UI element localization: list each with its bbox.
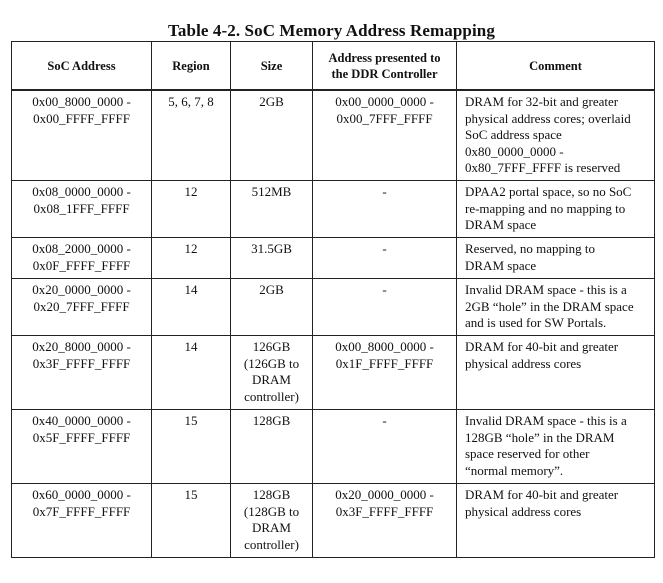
cell-region: 5, 6, 7, 8: [152, 90, 231, 181]
cell-ddr-address: 0x00_0000_0000 - 0x00_7FFF_FFFF: [313, 90, 457, 181]
column-header-ddr-address: Address presented to the DDR Controller: [313, 42, 457, 91]
cell-size: 128GB (128GB to DRAM controller): [231, 484, 313, 558]
cell-region: 14: [152, 279, 231, 336]
column-header-size: Size: [231, 42, 313, 91]
cell-comment: Invalid DRAM space - this is a 2GB “hole” in the DRAM space and is used for SW Portals.: [457, 279, 655, 336]
cell-ddr-address: -: [313, 181, 457, 238]
cell-region: 15: [152, 410, 231, 484]
cell-comment: DRAM for 40-bit and greater physical address cores: [457, 484, 655, 558]
cell-ddr-address: 0x20_0000_0000 - 0x3F_FFFF_FFFF: [313, 484, 457, 558]
cell-size: 2GB: [231, 90, 313, 181]
table-row: [12, 484, 655, 558]
cell-size: 128GB: [231, 410, 313, 484]
memory-remap-table: [11, 41, 655, 558]
cell-size: 2GB: [231, 279, 313, 336]
table-caption: Table 4-2. SoC Memory Address Remapping: [168, 21, 495, 41]
cell-soc-address: 0x08_2000_0000 - 0x0F_FFFF_FFFF: [12, 238, 152, 279]
cell-soc-address: 0x08_0000_0000 - 0x08_1FFF_FFFF: [12, 181, 152, 238]
cell-soc-address: 0x20_0000_0000 - 0x20_7FFF_FFFF: [12, 279, 152, 336]
cell-soc-address: 0x00_8000_0000 - 0x00_FFFF_FFFF: [12, 90, 152, 181]
cell-region: 12: [152, 181, 231, 238]
cell-size: 512MB: [231, 181, 313, 238]
table-header-row: [12, 42, 655, 91]
cell-ddr-address: -: [313, 279, 457, 336]
cell-comment: Invalid DRAM space - this is a 128GB “hole” in the DRAM space reserved for other “normal memory”.: [457, 410, 655, 484]
cell-region: 12: [152, 238, 231, 279]
table-row: [12, 90, 655, 181]
cell-comment: DRAM for 40-bit and greater physical address cores: [457, 336, 655, 410]
table-row: [12, 336, 655, 410]
cell-comment: DPAA2 portal space, so no SoC re-mapping and no mapping to DRAM space: [457, 181, 655, 238]
cell-size: 31.5GB: [231, 238, 313, 279]
column-header-soc-address: SoC Address: [12, 42, 152, 91]
cell-size: 126GB (126GB to DRAM controller): [231, 336, 313, 410]
cell-region: 15: [152, 484, 231, 558]
table-row: [12, 410, 655, 484]
cell-ddr-address: -: [313, 238, 457, 279]
column-header-comment: Comment: [457, 42, 655, 91]
table-row: [12, 279, 655, 336]
table-row: [12, 181, 655, 238]
cell-soc-address: 0x60_0000_0000 - 0x7F_FFFF_FFFF: [12, 484, 152, 558]
table-row: [12, 238, 655, 279]
cell-region: 14: [152, 336, 231, 410]
column-header-region: Region: [152, 42, 231, 91]
cell-comment: DRAM for 32-bit and greater physical address cores; overlaid SoC address space 0x80_0000_0000 - 0x80_7FFF_FFFF is reserved: [457, 90, 655, 181]
cell-soc-address: 0x20_8000_0000 - 0x3F_FFFF_FFFF: [12, 336, 152, 410]
cell-comment: Reserved, no mapping to DRAM space: [457, 238, 655, 279]
cell-ddr-address: 0x00_8000_0000 - 0x1F_FFFF_FFFF: [313, 336, 457, 410]
cell-soc-address: 0x40_0000_0000 - 0x5F_FFFF_FFFF: [12, 410, 152, 484]
cell-ddr-address: -: [313, 410, 457, 484]
